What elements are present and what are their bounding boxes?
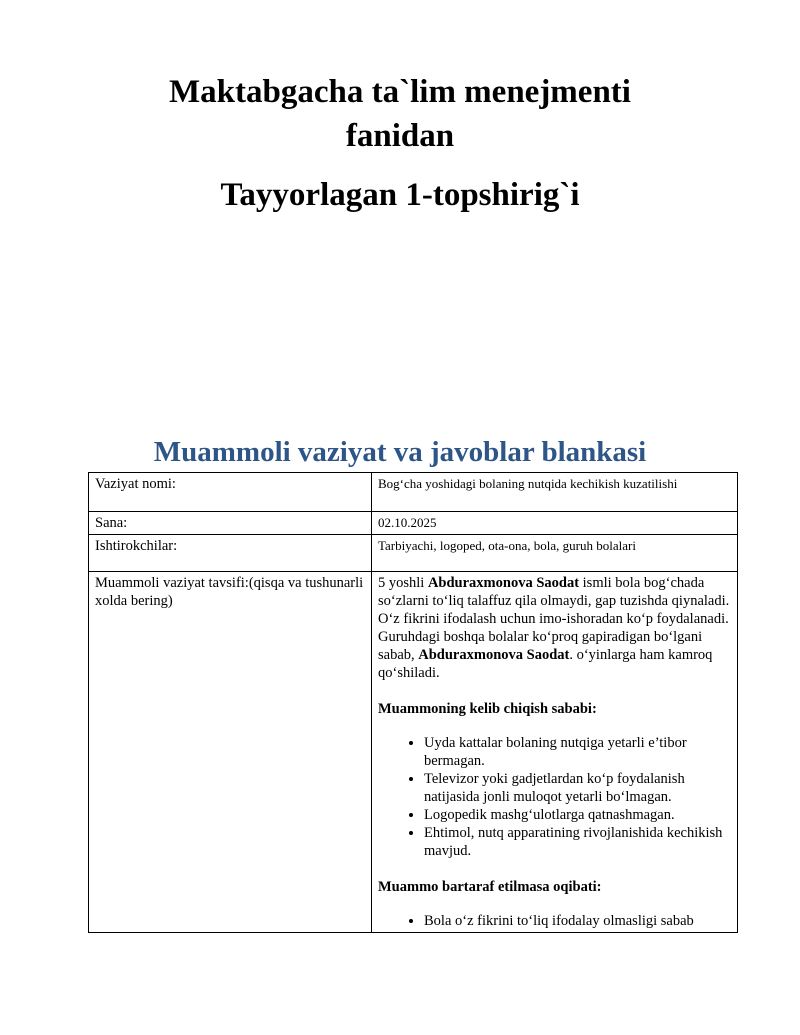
participants-value: Tarbiyachi, logoped, ota-ona, bola, guruh bolalari: [372, 535, 738, 572]
description-text-part: . o‘yinlarga ham kamroq qo‘shiladi.: [378, 647, 713, 681]
description-paragraph: [378, 574, 731, 682]
situation-name-value: Bog‘cha yoshidagi bolaning nutqida kechikish kuzatilishi: [372, 473, 738, 512]
cause-list: [378, 734, 731, 860]
table-row: [89, 535, 738, 572]
consequence-list: [378, 912, 731, 930]
table-row: [89, 473, 738, 512]
child-name: Abduraxmonova Saodat: [427, 575, 580, 591]
participants-label: Ishtirokchilar:: [89, 535, 372, 572]
list-item: • Logopedik mashg‘ulotlarga qatnashmagan.: [424, 806, 731, 824]
table-row: [89, 572, 738, 933]
description-text-part: 5 yoshli: [378, 575, 428, 591]
consequence-heading: Muammo bartaraf etilmasa oqibati:: [378, 879, 602, 895]
table-row: [89, 512, 738, 535]
situation-form-table: [88, 472, 738, 933]
list-item: • Ehtimol, nutq apparatining rivojlanishida kechikish mavjud.: [424, 824, 731, 860]
description-text-part: ismli bola bog‘chada so‘zlarni to‘liq talaffuz qila olmaydi, gap tuzishda qiynaladi. O‘z fikrini ifodalash uchun imo-ishoradan ko‘p foydalanadi. Guruhdagi boshqa bolalar ko‘proq gapiradigan bo‘lgani sabab,: [378, 575, 730, 663]
description-cell: [372, 572, 738, 933]
list-item: • Televizor yoki gadjetlardan ko‘p foydalanish natijasida jonli muloqot yetarli bo‘lmagan.: [424, 770, 731, 806]
list-item: • Bola o‘z fikrini to‘liq ifodalay olmasligi sabab: [424, 912, 731, 930]
description-label: Muammoli vaziyat tavsifi:(qisqa va tushunarli xolda bering): [89, 572, 372, 933]
document-title-line2: fanidan: [345, 118, 455, 154]
list-item: • Uyda kattalar bolaning nutqiga yetarli e’tibor bermagan.: [424, 734, 731, 770]
document-title-line1: Maktabgacha ta`lim menejmenti: [169, 74, 631, 110]
document-title-line3: Tayyorlagan 1-topshirig`i: [220, 177, 580, 213]
date-value: 02.10.2025: [372, 512, 738, 535]
cause-heading: Muammoning kelib chiqish sababi:: [378, 701, 597, 717]
form-heading: Muammoli vaziyat va javoblar blankasi: [153, 436, 647, 468]
child-name: Abduraxmonova Saodat: [418, 647, 570, 663]
date-label: Sana:: [89, 512, 372, 535]
situation-name-label: Vaziyat nomi:: [89, 473, 372, 512]
